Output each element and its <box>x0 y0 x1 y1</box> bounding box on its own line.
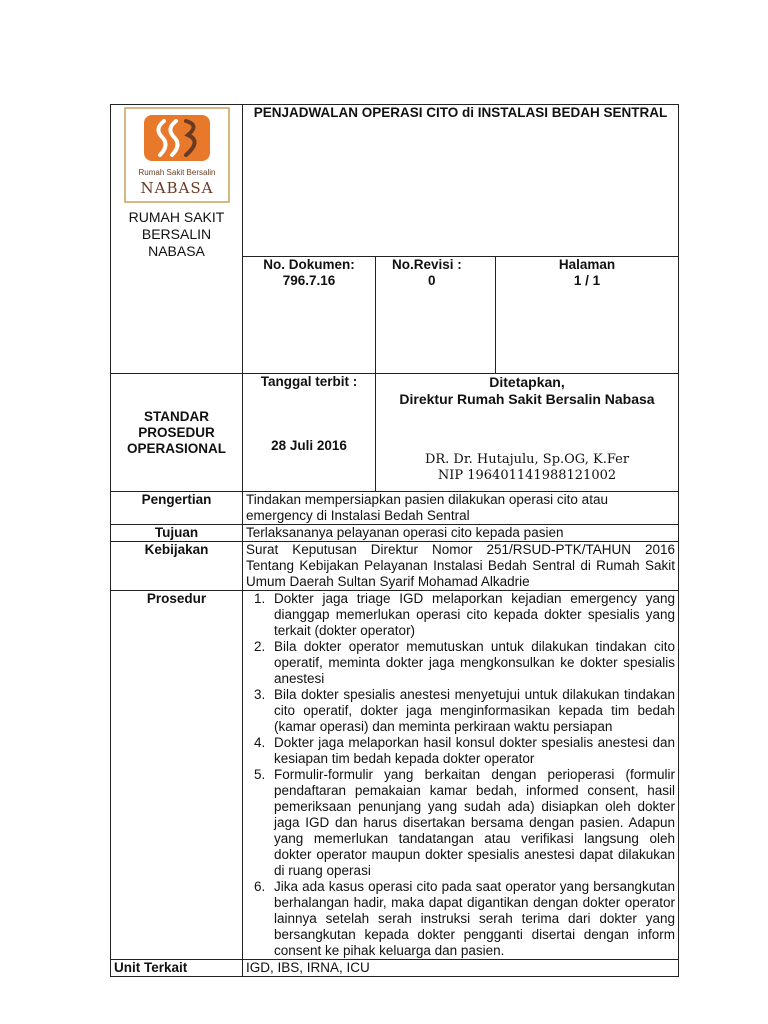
document-title <box>243 105 679 257</box>
pengertian-label: Pengertian <box>111 492 243 525</box>
pengertian-text: Tindakan mempersiapkan pasien dilakukan operasi cito atau emergency di Instalasi Bedah Sentral <box>243 492 679 525</box>
procedure-step-text: Jika ada kasus operasi cito pada saat operator yang bersangkutan berhalangan hadir, maka dapat digantikan dengan dokter operator lainnya setelah serah instruksi serah terima dari dokter yang bersangkutan kepada dokter pengganti disertai dengan inform consent ke pihak keluarga dan pasien. <box>274 879 676 958</box>
procedure-step <box>246 735 675 767</box>
approval-nip: NIP 196401141988121002 <box>437 468 617 483</box>
procedure-step <box>246 879 675 959</box>
procedure-step-number: 2. <box>254 639 266 654</box>
procedure-step <box>246 639 675 687</box>
procedure-step-number: 4. <box>254 735 266 750</box>
hospital-name: RUMAH SAKIT BERSALIN NABASA <box>128 209 225 259</box>
procedure-step <box>246 687 675 735</box>
logo-tagline: Rumah Sakit Bersalin <box>138 168 215 177</box>
procedure-step-text: Dokter jaga melaporkan hasil konsul dokter spesialis anestesi dan kesiapan tim bedah kepada dokter operator <box>274 735 676 766</box>
sop-label-cell <box>111 374 243 492</box>
prosedur-label: Prosedur <box>111 591 243 960</box>
logo-wordmark: NABASA <box>140 179 213 197</box>
doc-number-cell <box>243 257 376 374</box>
procedure-step-number: 5. <box>254 767 266 782</box>
sop-table <box>110 104 679 977</box>
revision-value: 0 <box>428 273 436 288</box>
document-title-text: PENJADWALAN OPERASI CITO di INSTALASI BEDAH SENTRAL <box>253 105 668 120</box>
approval-cell <box>376 374 679 492</box>
issue-date-value: 28 Juli 2016 <box>271 438 347 453</box>
hospital-logo <box>124 107 230 203</box>
procedure-step <box>246 767 675 879</box>
tujuan-label: Tujuan <box>111 525 243 542</box>
procedure-step-text: Bila dokter spesialis anestesi menyetujui untuk dilakukan tindakan cito operatif, dokter jaga menginformasikan kepada tim bedah (kamar operasi) dan meminta perkiraan waktu persiapan <box>274 687 676 734</box>
procedure-list <box>246 591 675 959</box>
page-value: 1 / 1 <box>573 273 601 288</box>
procedure-step-number: 6. <box>254 879 266 894</box>
tujuan-text: Terlaksananya pelayanan operasi cito kepada pasien <box>243 525 679 542</box>
kebijakan-label: Kebijakan <box>111 542 243 591</box>
logo-cell <box>111 105 243 374</box>
procedure-step-number: 3. <box>254 687 266 702</box>
issue-date-cell <box>243 374 376 492</box>
procedure-step-text: Bila dokter operator memutuskan untuk dilakukan tindakan cito operatif, meminta dokter jaga mengkonsulkan ke dokter spesialis anestesi <box>274 639 676 686</box>
approval-signer: DR. Dr. Hutajulu, Sp.OG, K.Fer <box>424 452 630 467</box>
procedure-step-text: Dokter jaga triage IGD melaporkan kejadian emergency yang dianggap memerlukan operasi cito kepada dokter spesialis yang terkait (dokter operator) <box>274 591 676 638</box>
procedure-step <box>246 591 675 639</box>
issue-date-label: Tanggal terbit : <box>260 374 358 389</box>
procedure-step-text: Formulir-formulir yang berkaitan dengan perioperasi (formulir pendaftaran pemakaian kamar bedah, informed consent, hasil pemeriksaan penunjang yang sudah ada) disiapkan oleh dokter jaga IGD dan harus disertakan bersama dengan pasien. Adapun yang memerlukan tandatangan atau verifikasi langsung oleh dokter operator maupun dokter spesialis anestesi dapat dilakukan di ruang operasi <box>274 767 676 878</box>
page-label: Halaman <box>558 257 616 272</box>
sop-label: STANDAR PROSEDUR OPERASIONAL <box>126 408 226 456</box>
unit-label: Unit Terkait <box>111 960 243 977</box>
page-cell <box>496 257 679 374</box>
kebijakan-text: Surat Keputusan Direktur Nomor 251/RSUD-PTK/TAHUN 2016 Tentang Kebijakan Pelayanan Instalasi Bedah Sentral di Rumah Sakit Umum Daerah Sultan Syarif Mohamad Alkadrie <box>243 542 679 591</box>
sop-document <box>110 104 678 977</box>
prosedur-cell <box>243 591 679 960</box>
unit-text: IGD, IBS, IRNA, ICU <box>243 960 679 977</box>
approval-director: Direktur Rumah Sakit Bersalin Nabasa <box>399 391 655 407</box>
revision-label: No.Revisi : <box>392 257 462 272</box>
revision-cell <box>376 257 496 374</box>
procedure-step-number: 1. <box>254 591 266 606</box>
approval-set-by: Ditetapkan, <box>489 374 565 390</box>
doc-number-label: No. Dokumen: <box>263 257 355 272</box>
doc-number-value: 796.7.16 <box>282 273 336 288</box>
